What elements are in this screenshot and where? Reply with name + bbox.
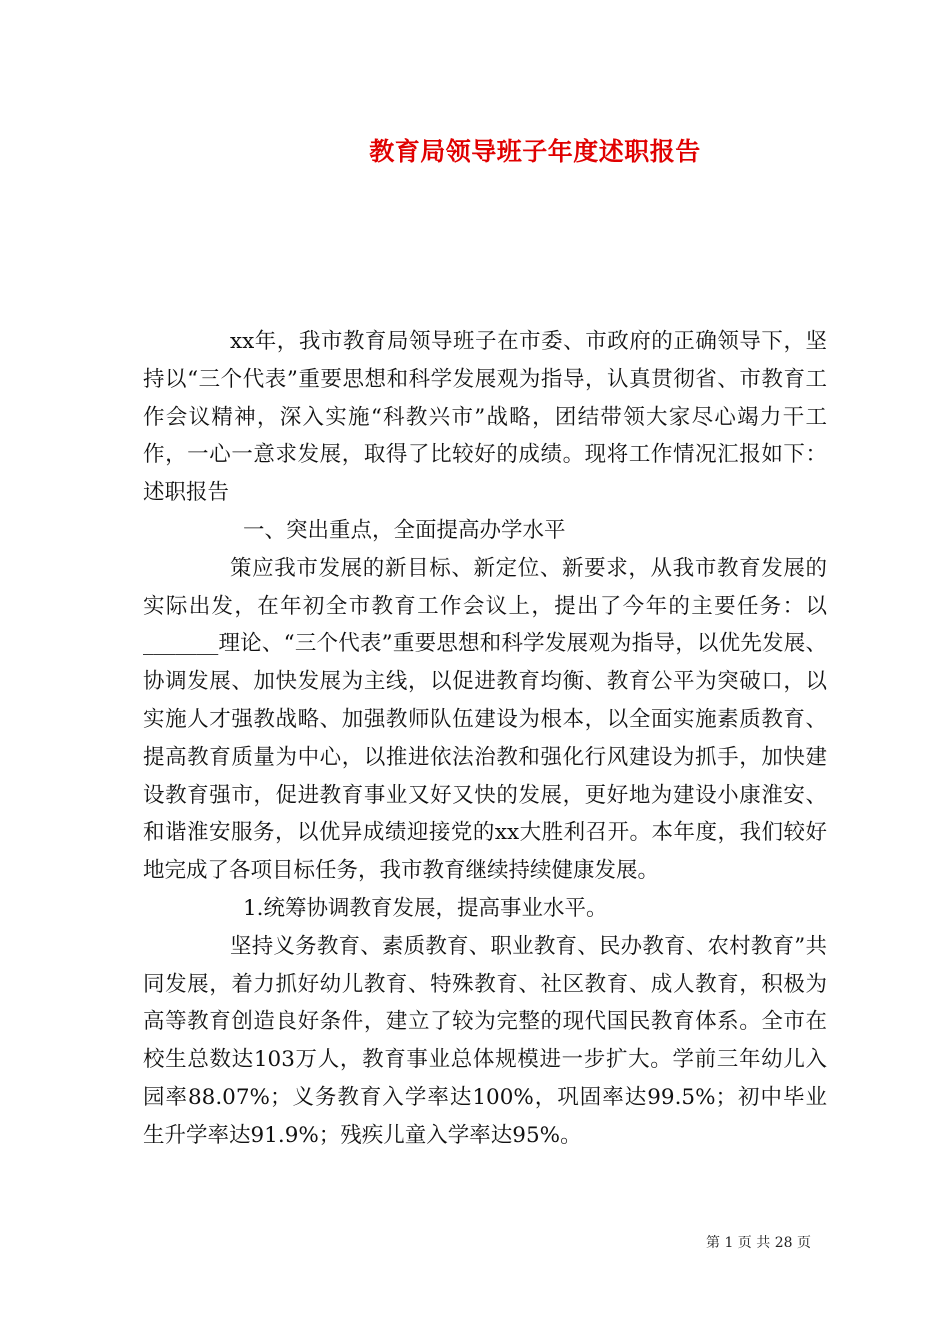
page-number: 第 1 页 共 28 页 [706, 1235, 811, 1251]
document-body [143, 323, 827, 1155]
subsection-heading-1: 1.统筹协调教育发展，提高事业水平。 [243, 895, 608, 921]
section-heading-1: 一、突出重点，全面提高办学水平 [243, 517, 566, 543]
paragraph-development: 坚持义务教育、素质教育、职业教育、民办教育、农村教育”共同发展，着力抓好幼儿教育、特殊教育、社区教育、成人教育，积极为高等教育创造良好条件，建立了较为完整的现代国民教育体系。全市在校生总数达103万人，教育事业总体规模进一步扩大。学前三年幼儿入园率88.07%；义务教育入学率达100%，巩固率达99.5%；初中毕业生升学率达91.9%；残疾儿童入学率达95%。 [143, 933, 827, 1148]
paragraph-intro: xx年，我市教育局领导班子在市委、市政府的正确领导下，坚持以“三个代表”重要思想和科学发展观为指导，认真贯彻省、市教育工作会议精神，深入实施“科教兴市”战略，团结带领大家尽心竭力干工作，一心一意求发展，取得了比较好的成绩。现将工作情况汇报如下：述职报告 [143, 329, 827, 506]
paragraph-tasks: 策应我市发展的新目标、新定位、新要求，从我市教育发展的实际出发，在年初全市教育工作会议上，提出了今年的主要任务：以_______理论、“三个代表”重要思想和科学发展观为指导，以优先发展、协调发展、加快发展为主线，以促进教育均衡、教育公平为突破口，以实施人才强教战略、加强教师队伍建设为根本，以全面实施素质教育、提高教育质量为中心，以推进依法治教和强化行风建设为抓手，加快建设教育强市，促进教育事业又好又快的发展，更好地为建设小康淮安、和谐淮安服务，以优异成绩迎接党的xx大胜利召开。本年度，我们较好地完成了各项目标任务，我市教育继续持续健康发展。 [143, 555, 827, 884]
document-title: 教育局领导班子年度述职报告 [369, 137, 701, 166]
